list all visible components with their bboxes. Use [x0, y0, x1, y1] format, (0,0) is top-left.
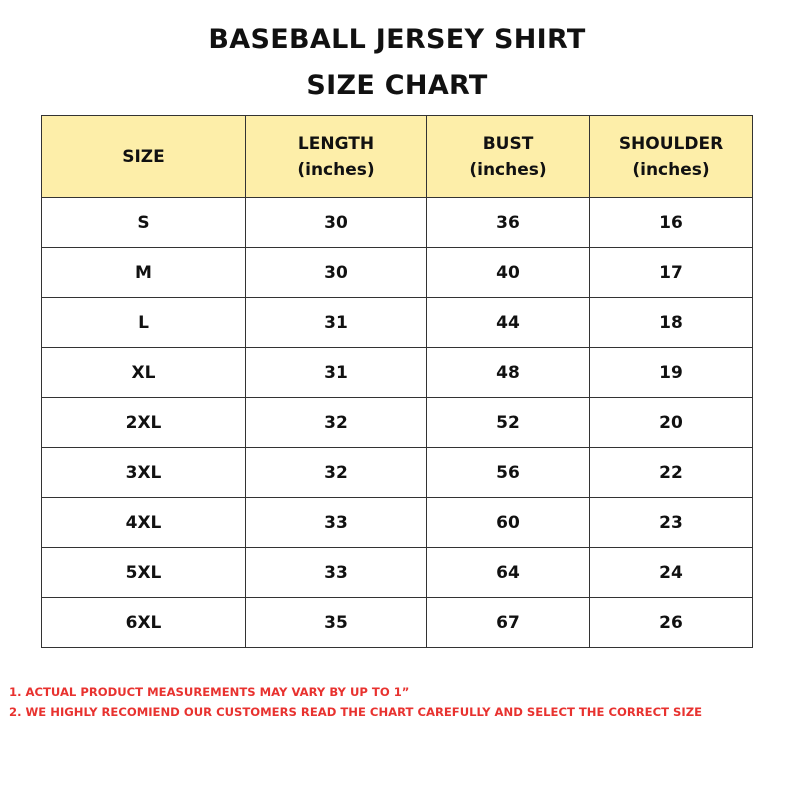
cell-length: 30 — [246, 248, 427, 298]
cell-size: M — [42, 248, 246, 298]
header-bust-label: BUST — [482, 133, 534, 154]
notes-section — [9, 682, 789, 722]
cell-size: 6XL — [42, 598, 246, 648]
cell-shoulder: 22 — [590, 448, 753, 498]
header-shoulder — [590, 116, 753, 198]
cell-length: 32 — [246, 398, 427, 448]
note-measurement-variance: 1. ACTUAL PRODUCT MEASUREMENTS MAY VARY BY UP TO 1” — [9, 685, 410, 699]
header-shoulder-unit: (inches) — [632, 159, 710, 180]
cell-bust: 52 — [427, 398, 590, 448]
table-body — [42, 198, 753, 648]
cell-bust: 56 — [427, 448, 590, 498]
cell-shoulder: 20 — [590, 398, 753, 448]
cell-size: 4XL — [42, 498, 246, 548]
cell-size: 3XL — [42, 448, 246, 498]
cell-size: S — [42, 198, 246, 248]
cell-bust: 36 — [427, 198, 590, 248]
cell-length: 35 — [246, 598, 427, 648]
header-size — [42, 116, 246, 198]
header-length-unit: (inches) — [297, 159, 375, 180]
cell-shoulder: 16 — [590, 198, 753, 248]
table-row — [42, 498, 753, 548]
cell-size: 2XL — [42, 398, 246, 448]
header-length-label: LENGTH — [297, 133, 375, 154]
header-shoulder-label: SHOULDER — [618, 133, 724, 154]
cell-size: 5XL — [42, 548, 246, 598]
header-size-label: SIZE — [122, 146, 165, 167]
page-title: BASEBALL JERSEY SHIRT — [208, 24, 586, 55]
cell-length: 32 — [246, 448, 427, 498]
table-header — [42, 116, 753, 198]
header-bust — [427, 116, 590, 198]
cell-shoulder: 26 — [590, 598, 753, 648]
table-row — [42, 348, 753, 398]
header-length — [246, 116, 427, 198]
cell-bust: 67 — [427, 598, 590, 648]
cell-bust: 64 — [427, 548, 590, 598]
cell-shoulder: 18 — [590, 298, 753, 348]
cell-shoulder: 17 — [590, 248, 753, 298]
size-chart-table — [41, 115, 753, 648]
cell-length: 30 — [246, 198, 427, 248]
header-bust-unit: (inches) — [469, 159, 547, 180]
cell-bust: 44 — [427, 298, 590, 348]
table-row — [42, 298, 753, 348]
cell-length: 33 — [246, 548, 427, 598]
cell-shoulder: 19 — [590, 348, 753, 398]
page-subtitle: SIZE CHART — [306, 70, 488, 101]
table-row — [42, 598, 753, 648]
table-row — [42, 548, 753, 598]
cell-size: XL — [42, 348, 246, 398]
cell-size: L — [42, 298, 246, 348]
table-row — [42, 198, 753, 248]
cell-bust: 40 — [427, 248, 590, 298]
note-read-chart: 2. WE HIGHLY RECOMIEND OUR CUSTOMERS READ THE CHART CAREFULLY AND SELECT THE CORRECT SIZE — [9, 705, 703, 719]
cell-length: 33 — [246, 498, 427, 548]
cell-shoulder: 23 — [590, 498, 753, 548]
table-row — [42, 448, 753, 498]
header-row — [42, 116, 753, 198]
cell-length: 31 — [246, 348, 427, 398]
cell-shoulder: 24 — [590, 548, 753, 598]
cell-length: 31 — [246, 298, 427, 348]
cell-bust: 60 — [427, 498, 590, 548]
table-row — [42, 398, 753, 448]
table-row — [42, 248, 753, 298]
cell-bust: 48 — [427, 348, 590, 398]
